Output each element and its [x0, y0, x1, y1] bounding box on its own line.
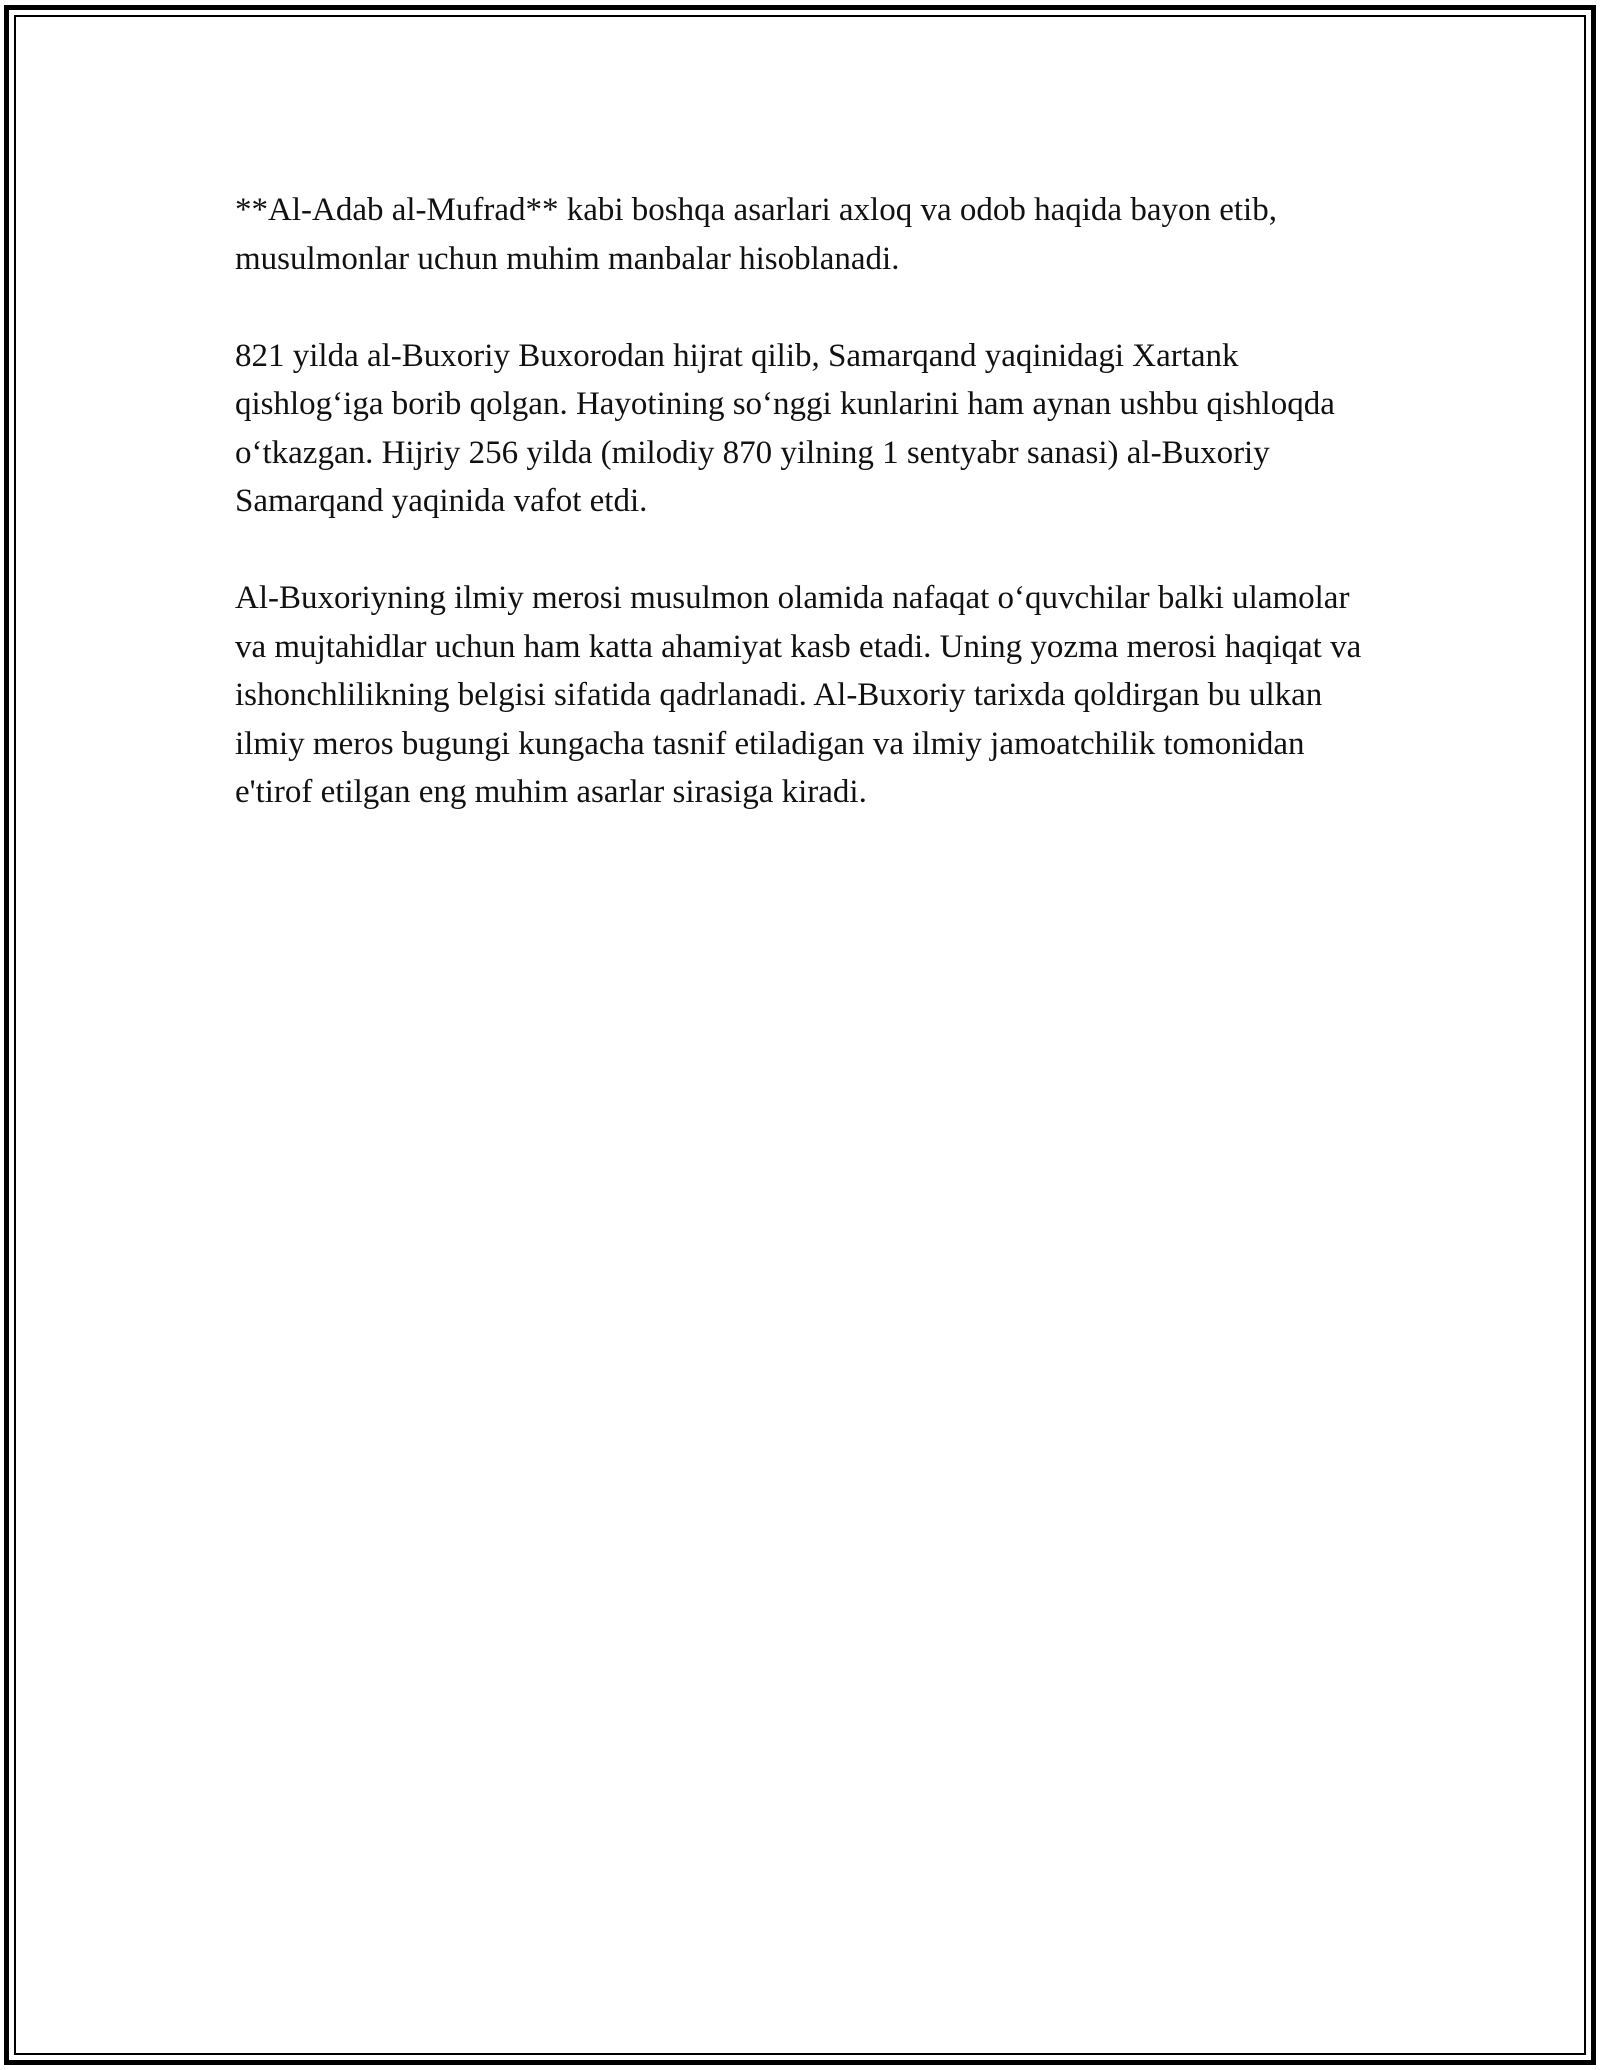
paragraph-hijrat-xartank: 821 yilda al-Buxoriy Buxorodan hijrat qilib, Samarqand yaqinidagi Xartank qishlog‘iga borib qolgan. Hayotining so‘nggi kunlarini ham aynan ushbu qishloqda o‘tkazgan. Hijriy 256 yilda (milodiy 870 yilning 1 sentyabr sanasi) al-Buxoriy Samarqand yaqinida vafot etdi. [235, 337, 1335, 519]
paragraph-adab-al-mufrad: **Al-Adab al-Mufrad** kabi boshqa asarlari axloq va odob haqida bayon etib, musulmonlar uchun muhim manbalar hisoblanadi. [235, 192, 1277, 277]
paragraph-ilmiy-meros: Al-Buxoriyning ilmiy merosi musulmon olamida nafaqat o‘quvchilar balki ulamolar va mujtahidlar uchun ham katta ahamiyat kasb etadi. Uning yozma merosi haqiqat va ishonchlilikning belgisi sifatida qadrlanadi. Al-Buxoriy tarixda qoldirgan bu ulkan ilmiy meros bugungi kungacha tasnif etiladigan va ilmiy jamoatchilik tomonidan e'tirof etilgan eng muhim asarlar sirasiga kiradi. [235, 580, 1362, 810]
document-body [235, 186, 1370, 865]
